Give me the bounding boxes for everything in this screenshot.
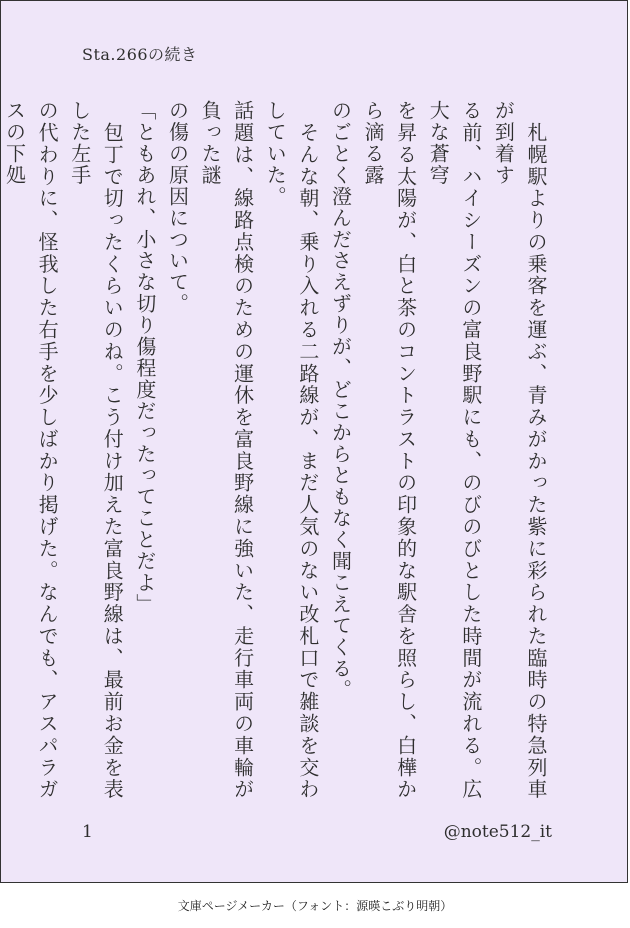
text-line: 包丁で切ったくらいのね。こう付け加えた富良野線は、最前お金を表した左手 [67, 100, 125, 800]
text-line: そんな朝、乗り入れる二路線が、まだ人気のない改札口で雑談を交わしていた。 [263, 100, 320, 800]
page-number: 1 [82, 822, 93, 842]
text-line: 札幌駅よりの乗客を運ぶ、青みがかった紫に彩られた臨時の特急列車が到着す [491, 100, 548, 800]
vertical-body-text [2, 100, 552, 800]
text-line: の代わりに、怪我した右手を少しばかり掲げた。なんでも、アスパラガスの下処 [2, 100, 60, 800]
text-line: の傷の原因について。 [165, 100, 190, 315]
text-line: を昇る太陽が、白と茶のコントラストの印象的な駅舎を照らし、白樺から滴る露 [361, 100, 418, 800]
page-header: Sta.266の続き [82, 45, 198, 64]
text-line: る前、ハイシーズンの富良野駅にも、のびのびとした時間が流れる。広大な蒼穹 [426, 100, 483, 800]
author-handle: @note512_it [443, 822, 552, 842]
text-line: 話題は、線路点検のための運休を富良野線に強いた、走行車両の車輪が負った謎 [198, 100, 255, 800]
text-line: のごとく澄んださえずりが、どこからともなく聞こえてくる。 [328, 100, 353, 701]
app-footer: 文庫ページメーカー（フォント：源暎こぶり明朝） [177, 899, 453, 913]
text-line: 「ともあれ、小さな切り傷程度だったってことだよ」 [132, 100, 157, 615]
